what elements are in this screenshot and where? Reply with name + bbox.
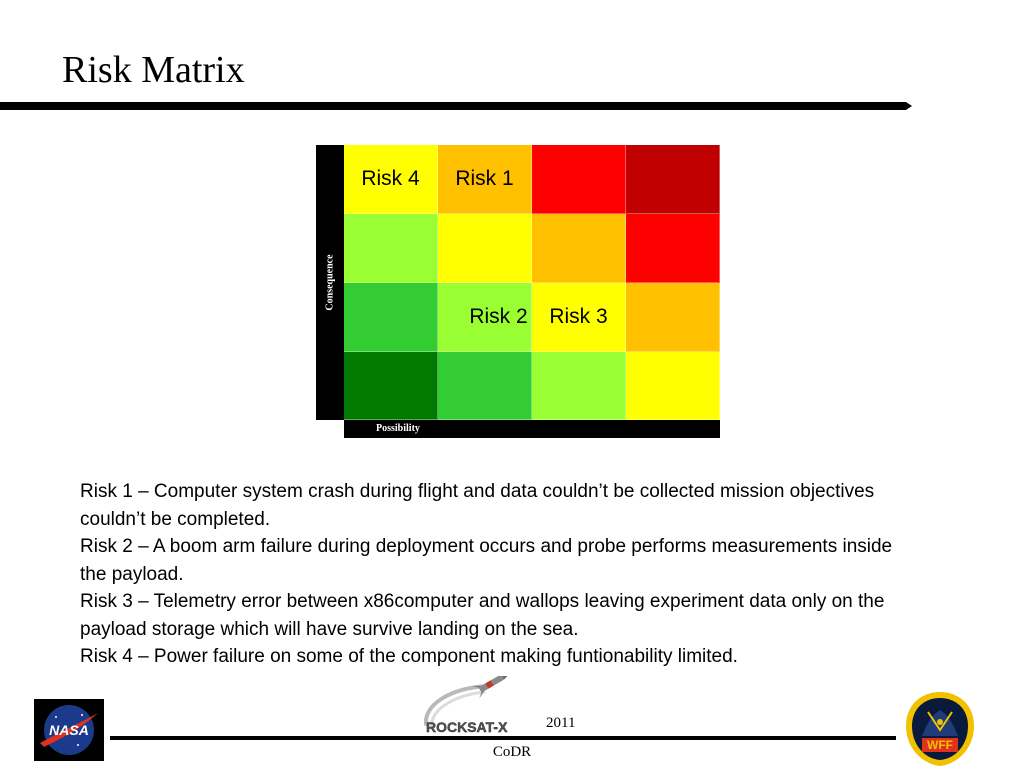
risk-label: Risk 3 bbox=[549, 305, 608, 328]
risk-label: Risk 2 bbox=[469, 305, 528, 328]
consequence-axis-label: Consequence bbox=[324, 254, 336, 311]
rocksat-logo-text: ROCKSAT-X bbox=[426, 719, 508, 735]
risk-label: Risk 4 bbox=[361, 167, 420, 190]
rocksat-x-logo bbox=[418, 676, 538, 738]
matrix-cell-r2-c1 bbox=[344, 214, 438, 283]
nasa-logo-text: NASA bbox=[49, 722, 89, 738]
risk-label: Risk 1 bbox=[455, 167, 514, 190]
matrix-cell-r3-c4 bbox=[626, 283, 720, 352]
risk-4-description: Risk 4 – Power failure on some of the component making funtionability limited. bbox=[80, 646, 738, 667]
matrix-cell-r4-c4 bbox=[626, 352, 720, 420]
matrix-cell-r3-c3 bbox=[532, 283, 626, 352]
matrix-cell-r2-c4 bbox=[626, 214, 720, 283]
year-label: 2011 bbox=[546, 715, 576, 731]
footer-caption: CoDR bbox=[492, 744, 532, 760]
risk-descriptions bbox=[80, 478, 900, 671]
risk-3-description: Risk 3 – Telemetry error between x86computer and wallops leaving experiment data only on the payload storage which will have survive landing on the sea. bbox=[80, 591, 885, 640]
matrix-cell-r2-c3 bbox=[532, 214, 626, 283]
risk-matrix-grid bbox=[344, 145, 720, 420]
matrix-cell-r3-c2 bbox=[438, 283, 532, 352]
matrix-cell-r1-c1 bbox=[344, 145, 438, 214]
matrix-cell-r4-c3 bbox=[532, 352, 626, 420]
matrix-cell-r1-c4 bbox=[626, 145, 720, 214]
matrix-cell-r4-c2 bbox=[438, 352, 532, 420]
risk-1-description: Risk 1 – Computer system crash during flight and data couldn’t be collected mission objectives couldn’t be completed. bbox=[80, 481, 875, 530]
consequence-axis bbox=[316, 145, 344, 420]
matrix-cell-r2-c2 bbox=[438, 214, 532, 283]
footer-divider bbox=[110, 736, 896, 740]
wff-logo bbox=[900, 690, 980, 768]
matrix-cell-r1-c3 bbox=[532, 145, 626, 214]
slide-title: Risk Matrix bbox=[62, 49, 245, 91]
matrix-cell-r4-c1 bbox=[344, 352, 438, 420]
matrix-cell-r1-c2 bbox=[438, 145, 532, 214]
title-divider bbox=[0, 101, 912, 111]
possibility-axis-label: Possibility bbox=[376, 423, 420, 434]
wff-logo-text: WFF bbox=[927, 738, 953, 752]
matrix-cell-r3-c1 bbox=[344, 283, 438, 352]
risk-2-description: Risk 2 – A boom arm failure during deployment occurs and probe performs measurements inside the payload. bbox=[80, 536, 893, 585]
